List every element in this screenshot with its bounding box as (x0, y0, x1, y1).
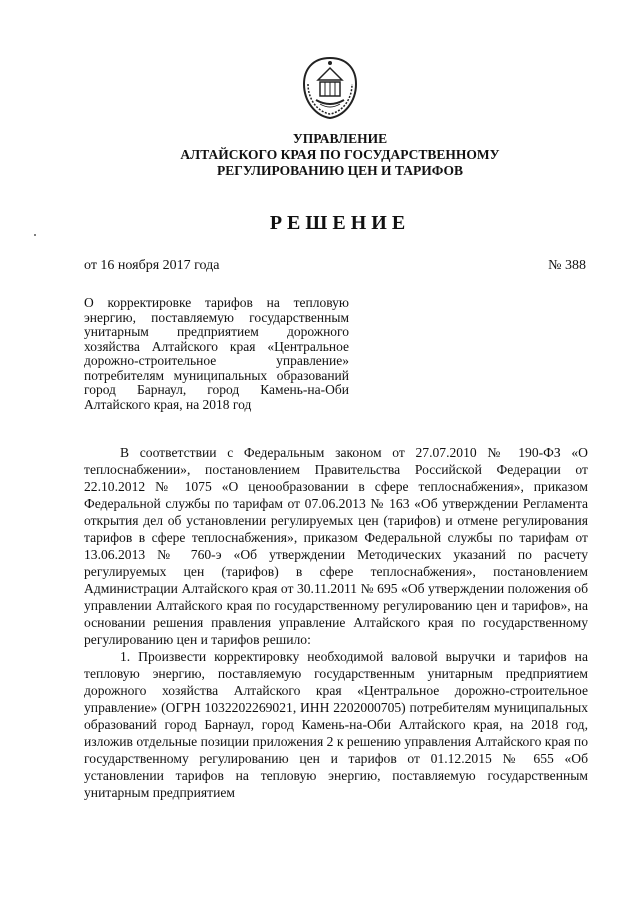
body-paragraph-1: В соответствии с Федеральным законом от 27.07.2010 № 190-ФЗ «О теплоснабжении», постановлением Правительства Российской Федерации от 22.10.2012 № 1075 «О ценообразовании в сфере теплоснабжения», приказом Федеральной службы по тарифам от 07.06.2013 № 163 «Об утверждении Регламента открытия дел об установлении регулируемых цен (тарифов) и отмене регулирования тарифов в сфере теплоснабжения», приказом Федеральной службы по тарифам от 13.06.2013 № 760-э «Об утверждении Методических указаний по расчету регулируемых цен (тарифов) в сфере теплоснабжения», постановлением Администрации Алтайского края от 30.11.2011 № 695 «Об утверждении положения об управлении Алтайского края по государственному регулированию цен и тарифов», на основании решения правления управление Алтайского края по государственному регулированию цен и тарифов решило: (84, 445, 588, 647)
document-subject: О корректировке тарифов на тепловую энергию, поставляемую государственным унитарным предприятием дорожного хозяйства Алтайского края «Центральное дорожно-строительное управление» потребителям муниципальных образований город Барнаул, город Камень-на-Оби Алтайского края, на 2018 год (84, 295, 349, 412)
document-number: № 388 (548, 258, 586, 273)
document-date: от 16 ноября 2017 года (84, 258, 220, 273)
agency-line-2: АЛТАЙСКОГО КРАЯ ПО ГОСУДАРСТВЕННОМУ (180, 147, 500, 162)
document-body (84, 444, 588, 801)
document-title: РЕШЕНИЕ (269, 212, 411, 234)
scan-speck (34, 234, 36, 236)
body-paragraph-2: 1. Произвести корректировку необходимой валовой выручки и тарифов на тепловую энергию, поставляемую государственным унитарным предприятием дорожного хозяйства Алтайского края «Центральное дорожно-строительное управление» (ОГРН 1032202269021, ИНН 2202000705) потребителям муниципальных образований город Барнаул, город Камень-на-Оби Алтайского края, на 2018 год, изложив отдельные позиции приложения 2 к решению управления Алтайского края по государственному регулированию цен и тарифов от 01.12.2015 № 655 «Об установлении тарифов на тепловую энергию, поставляемую государственным унитарным предприятием (84, 649, 588, 800)
coat-of-arms-icon (298, 54, 362, 122)
agency-name (60, 131, 620, 179)
agency-line-1: УПРАВЛЕНИЕ (292, 131, 388, 146)
agency-line-3: РЕГУЛИРОВАНИЮ ЦЕН И ТАРИФОВ (216, 163, 464, 178)
